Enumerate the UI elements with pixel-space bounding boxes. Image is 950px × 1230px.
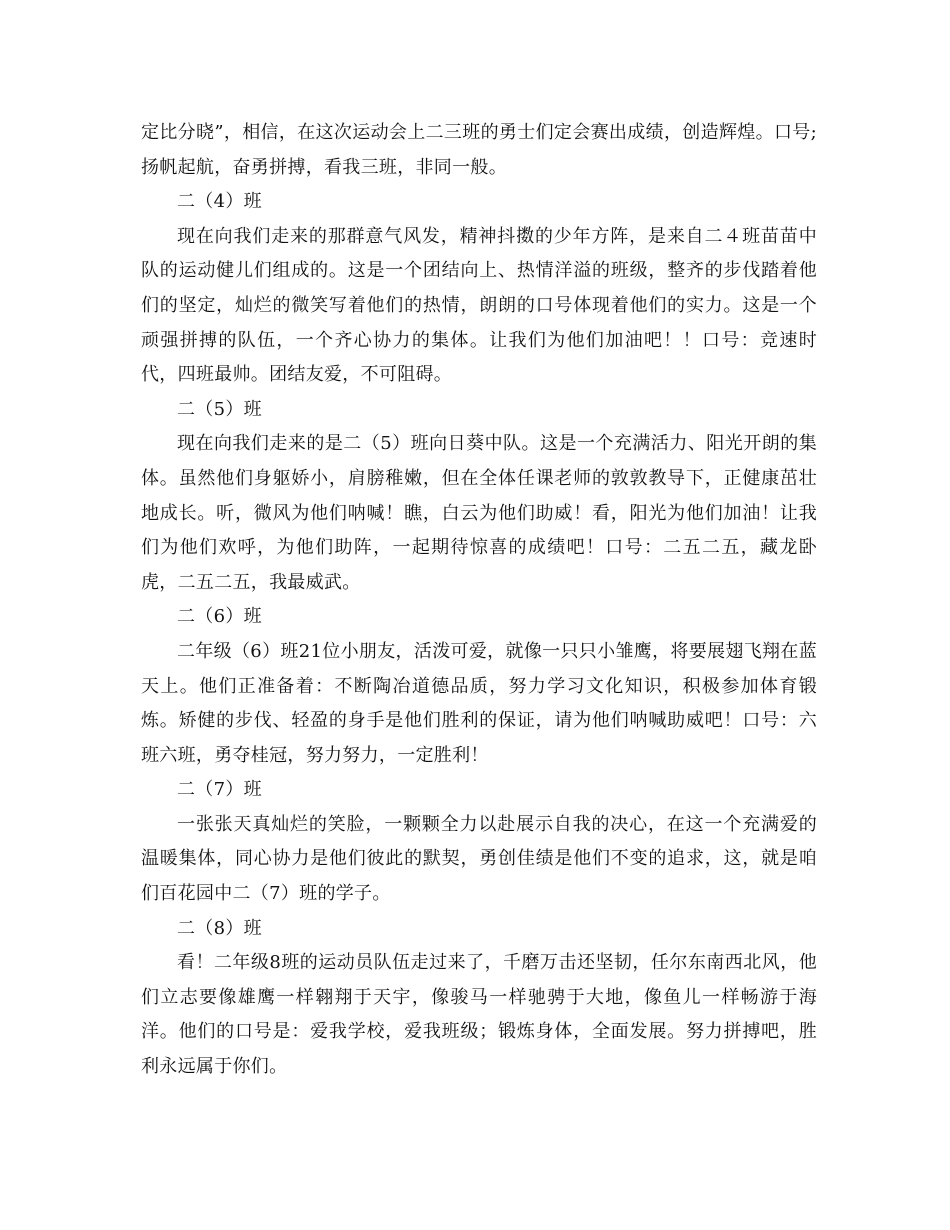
- class-heading-2-6: 二（6）班: [177, 606, 262, 628]
- class-heading-2-8: 二（8）班: [177, 917, 262, 939]
- paragraph-continuation: 定比分晓”，相信，在这次运动会上二三班的勇士们定会赛出成绩，创造辉煌。口号;扬帆起航，奋勇拼搏，看我三班，非同一般。: [141, 122, 817, 178]
- paragraph-class-2-4: 现在向我们走来的那群意气风发，精神抖擞的少年方阵，是来自二４班苗苗中队的运动健儿们组成的。这是一个团结向上、热情洋溢的班级，整齐的步伐踏着他们的坚定，灿烂的微笑写着他们的热情，朗朗的口号体现着他们的实力。这是一个顽强拼搏的队伍，一个齐心协力的集体。让我们为他们加油吧！！口号：竞速时代，四班最帅。团结友爱，不可阻碍。: [141, 225, 817, 386]
- paragraph-class-2-5: 现在向我们走来的是二（5）班向日葵中队。这是一个充满活力、阳光开朗的集体。虽然他们身躯娇小，肩膀稚嫩，但在全体任课老师的敦敦教导下，正健康茁壮地成长。听，微风为他们呐喊！瞧，白云为他们助威！看，阳光为他们加油！让我们为他们欢呼，为他们助阵，一起期待惊喜的成绩吧！口号：二五二五，藏龙卧虎，二五二五，我最威武。: [141, 433, 817, 593]
- paragraph-class-2-6: 二年级（6）班21位小朋友，活泼可爱，就像一只只小雏鹰，将要展翅飞翔在蓝天上。他们正准备着：不断陶冶道德品质，努力学习文化知识，积极参加体育锻炼。矫健的步伐、轻盈的身手是他们胜利的保证，请为他们呐喊助威吧！口号：六班六班，勇夺桂冠，努力努力，一定胜利！: [141, 640, 817, 766]
- paragraph-class-2-8: 看！二年级8班的运动员队伍走过来了，千磨万击还坚韧，任尔东南西北风，他们立志要像雄鹰一样翱翔于天宇，像骏马一样驰骋于大地，像鱼儿一样畅游于海洋。他们的口号是：爱我学校，爱我班级；锻炼身体，全面发展。努力拼搏吧，胜利永远属于你们。: [141, 952, 817, 1078]
- class-heading-2-4: 二（4）班: [177, 191, 262, 213]
- class-heading-2-5: 二（5）班: [177, 398, 262, 420]
- class-heading-2-7: 二（7）班: [177, 779, 262, 801]
- paragraph-class-2-7: 一张张天真灿烂的笑脸，一颗颗全力以赴展示自我的决心，在这一个充满爱的温暖集体，同心协力是他们彼此的默契，勇创佳绩是他们不变的追求，这，就是咱们百花园中二（7）班的学子。: [141, 813, 817, 905]
- document-body: [141, 116, 817, 1085]
